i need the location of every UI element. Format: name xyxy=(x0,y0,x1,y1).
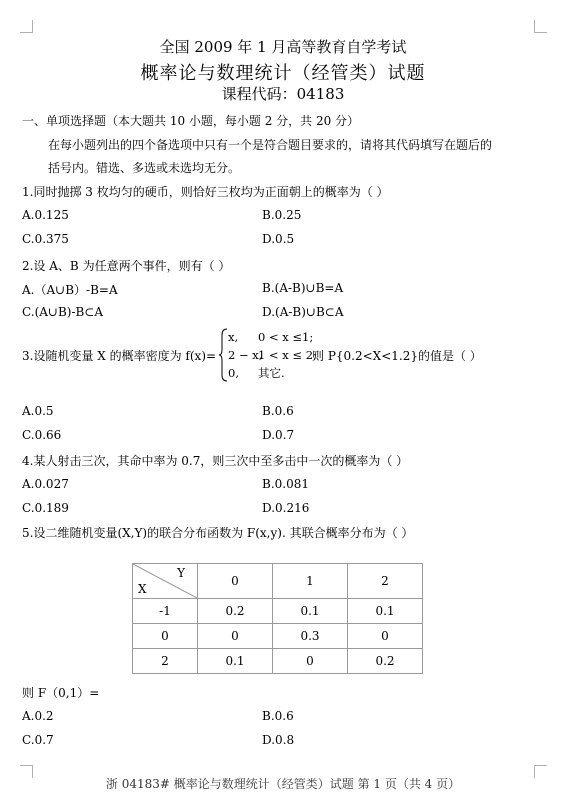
column-header: 0 xyxy=(198,564,273,599)
question-4-option-d: D.0.216 xyxy=(262,501,310,515)
course-code: 课程代码：04183 xyxy=(221,85,345,103)
question-2-option-a: A.（A∪B）-B=A xyxy=(22,283,118,297)
question-4-option-b: B.0.081 xyxy=(262,477,309,491)
table-cell: 0.1 xyxy=(273,599,348,624)
question-2-option-b: B.(A-B)∪B=A xyxy=(262,281,344,295)
piecewise-case-1-cond: 0 < x ≤1; xyxy=(258,330,314,344)
question-3-option-c: C.0.66 xyxy=(22,428,62,442)
table-header-row xyxy=(133,564,423,599)
piecewise-case-2-expr: 2 − x, xyxy=(228,348,263,362)
piecewise-case-2-cond: 1 < x ≤ 2; xyxy=(258,348,317,362)
question-3-stem: 3.设随机变量 X 的概率密度为 f(x)= xyxy=(22,349,217,363)
table-cell: 0.2 xyxy=(198,599,273,624)
table-row xyxy=(133,624,423,649)
column-header: 2 xyxy=(348,564,423,599)
crop-mark-top-right xyxy=(534,20,547,33)
section-instructions-2: 括号内。错选、多选或未选均无分。 xyxy=(48,161,241,175)
table-cell: 0 xyxy=(273,649,348,674)
row-header: 2 xyxy=(133,649,198,674)
joint-distribution-table xyxy=(132,563,423,674)
exam-subject: 概率论与数理统计（经管类）试题 xyxy=(140,63,426,84)
question-3-option-b: B.0.6 xyxy=(262,404,294,418)
exam-title: 全国 2009 年 1 月高等教育自学考试 xyxy=(159,38,407,56)
question-3-stem-end: 则 P{0.2<X<1.2}的值是（ ） xyxy=(312,349,482,363)
question-5-follow: 则 F（0,1）= xyxy=(22,686,100,700)
table-row xyxy=(133,599,423,624)
question-5-option-a: A.0.2 xyxy=(22,709,54,723)
corner-label-x: X xyxy=(138,582,147,596)
question-1-stem: 1.同时抛掷 3 枚均匀的硬币，则恰好三枚均为正面朝上的概率为（ ） xyxy=(22,185,389,199)
crop-mark-top-left xyxy=(20,20,33,33)
question-5-option-c: C.0.7 xyxy=(22,733,54,747)
question-5-option-d: D.0.8 xyxy=(262,733,295,747)
question-2-option-c: C.(A∪B)-B⊂A xyxy=(22,305,104,319)
question-1-option-d: D.0.5 xyxy=(262,232,295,246)
table-cell: 0.1 xyxy=(198,649,273,674)
question-1-option-b: B.0.25 xyxy=(262,208,302,222)
question-4-stem: 4.某人射击三次，其命中率为 0.7，则三次中至多击中一次的概率为（ ） xyxy=(22,454,409,468)
corner-label-y: Y xyxy=(177,566,185,580)
question-3-option-a: A.0.5 xyxy=(22,404,54,418)
question-2-option-d: D.(A-B)∪B⊂A xyxy=(262,305,344,319)
question-1-option-a: A.0.125 xyxy=(22,208,69,222)
row-header: -1 xyxy=(133,599,198,624)
table-cell: 0.1 xyxy=(348,599,423,624)
piecewise-case-1-expr: x, xyxy=(228,330,239,344)
piecewise-brace xyxy=(218,328,228,382)
table-row xyxy=(133,649,423,674)
table-cell: 0 xyxy=(348,624,423,649)
table-cell: 0 xyxy=(198,624,273,649)
table-cell: 0.2 xyxy=(348,649,423,674)
page-footer: 浙 04183# 概率论与数理统计（经管类）试题 第 1 页（共 4 页） xyxy=(105,777,461,791)
question-4-option-c: C.0.189 xyxy=(22,501,69,515)
question-2-stem: 2.设 A、B 为任意两个事件，则有（ ） xyxy=(22,259,231,273)
question-5-option-b: B.0.6 xyxy=(262,709,294,723)
piecewise-case-3-expr: 0, xyxy=(228,366,239,380)
table-cell: 0.3 xyxy=(273,624,348,649)
question-5-stem: 5.设二维随机变量(X,Y)的联合分布函数为 F(x,y). 其联合概率分布为（ ） xyxy=(22,526,414,540)
table-corner-cell xyxy=(133,564,198,599)
column-header: 1 xyxy=(273,564,348,599)
section-instructions-1: 在每小题列出的四个备选项中只有一个是符合题目要求的，请将其代码填写在题后的 xyxy=(48,138,493,152)
question-1-option-c: C.0.375 xyxy=(22,232,69,246)
question-3-option-d: D.0.7 xyxy=(262,428,295,442)
question-4-option-a: A.0.027 xyxy=(22,477,69,491)
piecewise-case-3-cond: 其它. xyxy=(258,366,285,380)
row-header: 0 xyxy=(133,624,198,649)
section-heading: 一、单项选择题（本大题共 10 小题，每小题 2 分，共 20 分） xyxy=(22,114,360,128)
